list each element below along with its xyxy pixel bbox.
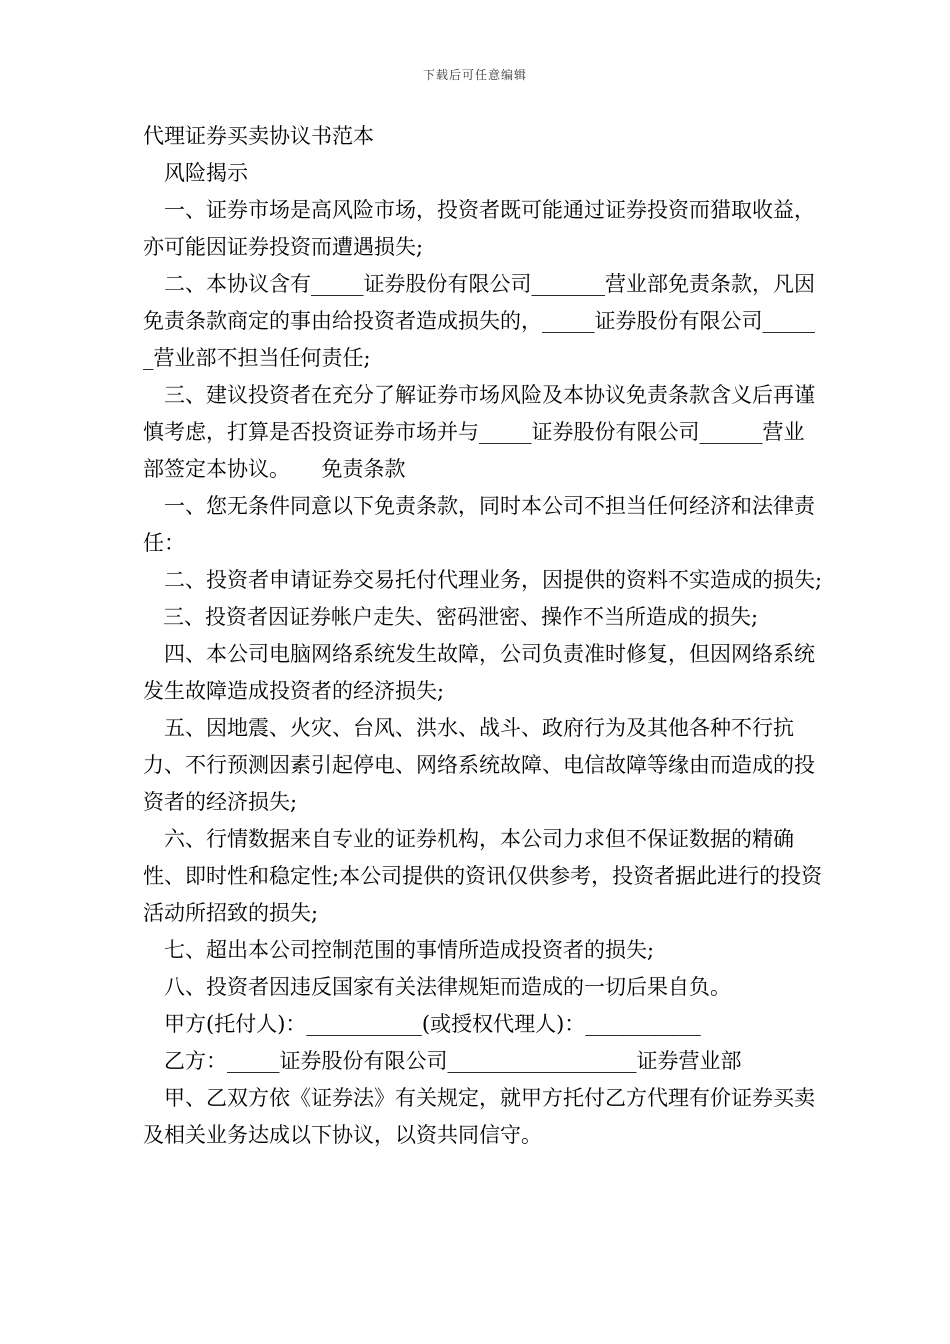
exemption-item-4: 四、本公司电脑网络系统发生故障，公司负责准时修复，但因网络系统发生故障造成投资者的经济损失; (143, 642, 815, 703)
exemption-item-5: 五、因地震、火灾、台风、洪水、战斗、政府行为及其他各种不行抗力、不行预测因素引起停电、网络系统故障、电信故障等缘由而造成的投资者的经济损失; (143, 716, 815, 814)
exemption-item-2: 二、投资者申请证券交易托付代理业务，因提供的资料不实造成的损失; (164, 568, 823, 592)
exemption-item-8: 八、投资者因违反国家有关法律规矩而造成的一切后果自负。 (164, 975, 731, 999)
party-a-line: 甲方(托付人)：___________(或授权代理人)：___________ (164, 1012, 701, 1036)
party-b-line: 乙方：_____证券股份有限公司__________________证券营业部 (164, 1049, 742, 1073)
exemption-item-7: 七、超出本公司控制范围的事情所造成投资者的损失; (164, 938, 655, 962)
risk-item-2: 二、本协议含有_____证券股份有限公司_______营业部免责条款，凡因免责条款商定的事由给投资者造成损失的，_____证券股份有限公司______营业部不担当任何责任; (143, 272, 815, 370)
exemption-item-6: 六、行情数据来自专业的证券机构，本公司力求但不保证数据的精确性、即时性和稳定性;本公司提供的资讯仅供参考，投资者据此进行的投资活动所招致的损失; (143, 827, 823, 925)
closing-paragraph: 甲、乙双方依《证券法》有关规定，就甲方托付乙方代理有价证券买卖及相关业务达成以下协议，以资共同信守。 (143, 1086, 815, 1147)
risk-item-3: 三、建议投资者在充分了解证券市场风险及本协议免责条款含义后再谨慎考虑，打算是否投资证券市场并与_____证券股份有限公司______营业部签定本协议。 免责条款 (143, 383, 815, 481)
exemption-item-1: 一、您无条件同意以下免责条款，同时本公司不担当任何经济和法律责任： (143, 494, 815, 555)
page-header-note: 下载后可任意编辑 (422, 68, 527, 82)
risk-heading: 风险揭示 (164, 161, 248, 185)
risk-item-1: 一、证券市场是高风险市场，投资者既可能通过证券投资而猎取收益，亦可能因证券投资而遭遇损失; (143, 198, 815, 259)
exemption-item-3: 三、投资者因证券帐户走失、密码泄密、操作不当所造成的损失; (163, 605, 759, 629)
document-title: 代理证券买卖协议书范本 (143, 124, 374, 148)
document-body (143, 118, 823, 1154)
